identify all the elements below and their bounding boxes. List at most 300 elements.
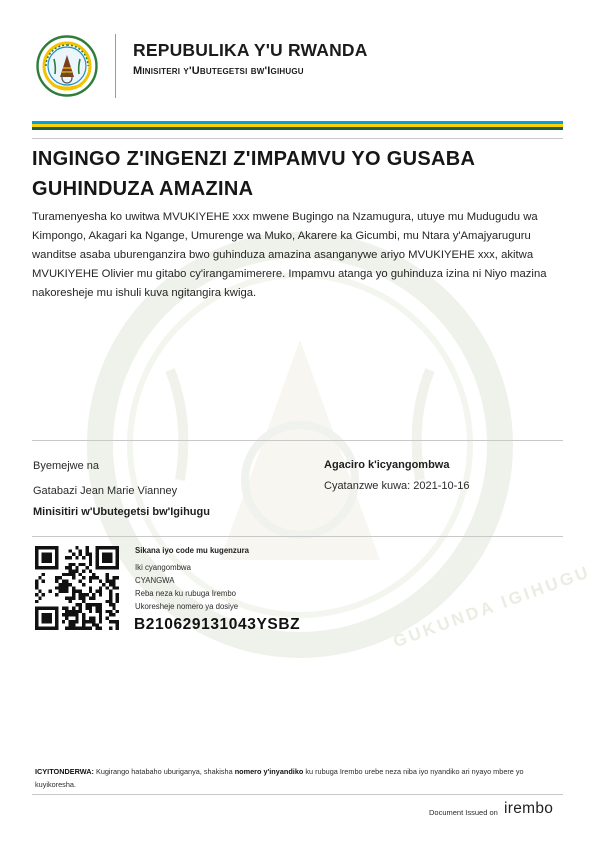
- qr-module: [42, 593, 45, 596]
- qr-module: [95, 627, 98, 630]
- qr-module: [116, 563, 119, 566]
- qr-module: [65, 610, 68, 613]
- qr-module: [85, 620, 88, 623]
- qr-module: [48, 553, 51, 556]
- qr-module: [65, 613, 68, 616]
- qr-module: [102, 566, 105, 569]
- qr-module: [45, 553, 48, 556]
- national-seal-icon: [36, 35, 98, 97]
- qr-module: [55, 586, 58, 589]
- qr-module: [72, 627, 75, 630]
- qr-module: [79, 596, 82, 599]
- signer-name: Gatabazi Jean Marie Vianney: [33, 485, 178, 497]
- qr-module: [48, 590, 51, 593]
- qr-module: [48, 620, 51, 623]
- qr-module: [55, 559, 58, 562]
- qr-module: [89, 553, 92, 556]
- qr-module: [79, 603, 82, 606]
- qr-module: [116, 627, 119, 630]
- qr-module: [65, 606, 68, 609]
- qr-module: [109, 593, 112, 596]
- verify-line-1: Iki cyangombwa: [135, 563, 191, 572]
- qr-module: [69, 549, 72, 552]
- qr-module: [72, 610, 75, 613]
- qr-module: [92, 603, 95, 606]
- qr-module: [38, 596, 41, 599]
- qr-module: [95, 603, 98, 606]
- qr-module: [89, 556, 92, 559]
- qr-module: [99, 617, 102, 620]
- qr-module: [85, 593, 88, 596]
- qr-module: [99, 590, 102, 593]
- qr-module: [106, 600, 109, 603]
- qr-module: [79, 563, 82, 566]
- qr-module: [42, 553, 45, 556]
- qr-module: [42, 573, 45, 576]
- qr-module: [95, 566, 98, 569]
- qr-module: [42, 559, 45, 562]
- qr-module: [65, 556, 68, 559]
- qr-module: [116, 559, 119, 562]
- qr-module: [99, 610, 102, 613]
- qr-module: [35, 600, 38, 603]
- qr-module: [45, 627, 48, 630]
- qr-module: [69, 596, 72, 599]
- qr-module: [79, 606, 82, 609]
- qr-module: [72, 613, 75, 616]
- qr-module: [42, 606, 45, 609]
- qr-module: [35, 593, 38, 596]
- qr-module: [65, 580, 68, 583]
- issued-on-label: Document Issued on: [429, 808, 498, 817]
- qr-module: [99, 627, 102, 630]
- qr-module: [79, 580, 82, 583]
- qr-module: [65, 627, 68, 630]
- qr-module: [79, 610, 82, 613]
- qr-module: [116, 549, 119, 552]
- qr-module: [35, 586, 38, 589]
- qr-module: [69, 610, 72, 613]
- qr-module: [72, 563, 75, 566]
- qr-module: [65, 596, 68, 599]
- divider-qr: [32, 536, 563, 537]
- qr-module: [99, 593, 102, 596]
- qr-module: [52, 606, 55, 609]
- qr-module: [109, 596, 112, 599]
- qr-module: [69, 627, 72, 630]
- qr-module: [116, 623, 119, 626]
- irembo-logo: irembo: [504, 800, 554, 817]
- qr-module: [92, 593, 95, 596]
- verify-line-3: Reba neza ku rubuga Irembo: [135, 589, 236, 598]
- qr-module: [42, 627, 45, 630]
- watermark-text: GUKUNDA IGIHUGU: [390, 562, 594, 652]
- qr-module: [72, 620, 75, 623]
- qr-module: [95, 590, 98, 593]
- document-title-line1: INGINGO Z'INGENZI Z'IMPAMVU YO GUSABA: [32, 148, 476, 170]
- qr-module: [102, 583, 105, 586]
- qr-module: [112, 603, 115, 606]
- qr-module: [106, 556, 109, 559]
- qr-module: [75, 566, 78, 569]
- qr-module: [85, 546, 88, 549]
- qr-module: [72, 576, 75, 579]
- qr-module: [65, 583, 68, 586]
- qr-module: [82, 570, 85, 573]
- qr-module: [99, 603, 102, 606]
- qr-module: [45, 620, 48, 623]
- qr-module: [82, 593, 85, 596]
- scan-hint: Sikana iyo code mu kugenzura: [135, 546, 249, 555]
- qr-module: [65, 573, 68, 576]
- qr-module: [106, 576, 109, 579]
- qr-module: [82, 623, 85, 626]
- qr-module: [55, 610, 58, 613]
- qr-module: [116, 556, 119, 559]
- qr-module: [95, 559, 98, 562]
- qr-module: [112, 606, 115, 609]
- qr-module: [79, 549, 82, 552]
- warning-notice: [35, 765, 560, 791]
- qr-module: [82, 617, 85, 620]
- qr-module: [79, 593, 82, 596]
- qr-module: [116, 566, 119, 569]
- qr-module: [62, 606, 65, 609]
- qr-module: [109, 553, 112, 556]
- qr-module: [38, 566, 41, 569]
- qr-module: [35, 553, 38, 556]
- qr-module: [102, 556, 105, 559]
- qr-module: [38, 576, 41, 579]
- header-divider: [115, 34, 116, 98]
- issue-date: Cyatanzwe kuwa: 2021-10-16: [324, 480, 470, 492]
- verify-line-4: Ukoresheje nomero ya dosiye: [135, 602, 239, 611]
- qr-module: [38, 546, 41, 549]
- qr-module: [106, 553, 109, 556]
- qr-module: [109, 580, 112, 583]
- qr-module: [69, 613, 72, 616]
- qr-code[interactable]: [35, 546, 119, 630]
- qr-module: [106, 580, 109, 583]
- qr-module: [72, 553, 75, 556]
- qr-module: [95, 576, 98, 579]
- qr-module: [48, 613, 51, 616]
- qr-module: [92, 620, 95, 623]
- qr-module: [72, 586, 75, 589]
- qr-module: [109, 546, 112, 549]
- qr-module: [109, 613, 112, 616]
- qr-module: [65, 590, 68, 593]
- qr-module: [89, 570, 92, 573]
- qr-module: [59, 576, 62, 579]
- qr-module: [112, 546, 115, 549]
- qr-module: [55, 549, 58, 552]
- qr-module: [62, 583, 65, 586]
- republic-title: REPUBULIKA Y'U RWANDA: [133, 40, 368, 60]
- qr-module: [42, 613, 45, 616]
- qr-module: [85, 566, 88, 569]
- qr-module: [106, 617, 109, 620]
- qr-module: [35, 549, 38, 552]
- qr-module: [102, 559, 105, 562]
- qr-module: [45, 617, 48, 620]
- verify-line-2: CYANGWA: [135, 576, 175, 585]
- qr-module: [92, 576, 95, 579]
- qr-module: [109, 583, 112, 586]
- qr-module: [55, 606, 58, 609]
- qr-module: [62, 586, 65, 589]
- qr-module: [72, 596, 75, 599]
- qr-module: [89, 620, 92, 623]
- divider-top: [32, 138, 563, 139]
- qr-module: [75, 620, 78, 623]
- qr-module: [89, 576, 92, 579]
- qr-module: [69, 570, 72, 573]
- qr-module: [82, 596, 85, 599]
- qr-module: [89, 627, 92, 630]
- qr-module: [89, 603, 92, 606]
- qr-module: [79, 627, 82, 630]
- qr-module: [112, 583, 115, 586]
- qr-module: [112, 613, 115, 616]
- qr-module: [106, 559, 109, 562]
- qr-module: [55, 546, 58, 549]
- qr-module: [99, 613, 102, 616]
- qr-module: [62, 590, 65, 593]
- qr-module: [55, 580, 58, 583]
- qr-module: [89, 610, 92, 613]
- qr-module: [99, 620, 102, 623]
- qr-module: [112, 576, 115, 579]
- qr-module: [72, 590, 75, 593]
- qr-module: [55, 627, 58, 630]
- qr-module: [62, 613, 65, 616]
- qr-module: [95, 610, 98, 613]
- qr-module: [55, 617, 58, 620]
- qr-module: [92, 596, 95, 599]
- ministry-name: Minisiteri y'Ubutegetsi bw'Igihugu: [133, 65, 304, 77]
- qr-module: [65, 586, 68, 589]
- qr-module: [109, 600, 112, 603]
- qr-module: [82, 583, 85, 586]
- qr-module: [82, 576, 85, 579]
- qr-module: [65, 566, 68, 569]
- qr-module: [109, 627, 112, 630]
- qr-module: [89, 617, 92, 620]
- qr-module: [106, 566, 109, 569]
- warning-label: ICYITONDERWA:: [35, 767, 94, 776]
- validity-label: Agaciro k'icyangombwa: [324, 459, 450, 471]
- warning-emphasis: nomero y'inyandiko: [234, 767, 304, 776]
- qr-module: [38, 590, 41, 593]
- qr-module: [82, 627, 85, 630]
- qr-module: [99, 546, 102, 549]
- qr-module: [85, 627, 88, 630]
- qr-module: [69, 620, 72, 623]
- qr-module: [59, 586, 62, 589]
- qr-module: [35, 563, 38, 566]
- qr-module: [52, 566, 55, 569]
- qr-module: [42, 546, 45, 549]
- qr-module: [62, 580, 65, 583]
- qr-module: [35, 566, 38, 569]
- qr-module: [42, 617, 45, 620]
- qr-module: [95, 546, 98, 549]
- qr-module: [59, 590, 62, 593]
- qr-module: [89, 606, 92, 609]
- qr-module: [55, 593, 58, 596]
- signer-title: Minisitiri w'Ubutegetsi bw'Igihugu: [33, 506, 210, 518]
- qr-module: [69, 623, 72, 626]
- qr-module: [69, 600, 72, 603]
- qr-module: [116, 610, 119, 613]
- qr-module: [69, 566, 72, 569]
- signed-by-label: Byemejwe na: [33, 460, 100, 472]
- qr-module: [48, 627, 51, 630]
- qr-module: [75, 570, 78, 573]
- qr-module: [109, 566, 112, 569]
- qr-module: [55, 623, 58, 626]
- document-title-line2: GUHINDUZA AMAZINA: [32, 178, 254, 200]
- qr-module: [106, 586, 109, 589]
- qr-module: [72, 593, 75, 596]
- qr-module: [82, 556, 85, 559]
- divider-signature: [32, 440, 563, 441]
- qr-module: [75, 627, 78, 630]
- qr-module: [35, 546, 38, 549]
- qr-module: [52, 546, 55, 549]
- qr-module: [116, 596, 119, 599]
- qr-module: [89, 586, 92, 589]
- qr-module: [42, 566, 45, 569]
- qr-module: [85, 553, 88, 556]
- qr-module: [102, 553, 105, 556]
- qr-module: [109, 610, 112, 613]
- qr-module: [35, 620, 38, 623]
- qr-module: [69, 556, 72, 559]
- qr-module: [85, 549, 88, 552]
- warning-text-2: ku rubuga Irembo urebe neza niba iyo nyandiko ari nyayo mbere yo kuyikoresha.: [35, 767, 524, 789]
- qr-module: [69, 583, 72, 586]
- qr-module: [109, 590, 112, 593]
- document-number: B210629131043YSBZ: [134, 616, 301, 633]
- qr-module: [35, 606, 38, 609]
- qr-module: [48, 559, 51, 562]
- qr-module: [116, 593, 119, 596]
- qr-module: [48, 556, 51, 559]
- qr-module: [99, 566, 102, 569]
- qr-module: [38, 606, 41, 609]
- qr-module: [35, 583, 38, 586]
- qr-module: [112, 620, 115, 623]
- qr-module: [35, 559, 38, 562]
- qr-module: [35, 580, 38, 583]
- qr-module: [112, 580, 115, 583]
- qr-module: [89, 559, 92, 562]
- qr-module: [102, 546, 105, 549]
- qr-module: [75, 610, 78, 613]
- qr-module: [79, 553, 82, 556]
- qr-module: [75, 603, 78, 606]
- qr-module: [55, 620, 58, 623]
- qr-module: [92, 617, 95, 620]
- qr-module: [116, 586, 119, 589]
- qr-module: [109, 556, 112, 559]
- qr-module: [45, 613, 48, 616]
- qr-module: [106, 546, 109, 549]
- document-title: [32, 144, 563, 204]
- qr-module: [45, 566, 48, 569]
- qr-module: [55, 553, 58, 556]
- qr-module: [82, 620, 85, 623]
- qr-module: [79, 573, 82, 576]
- qr-module: [75, 546, 78, 549]
- qr-module: [42, 556, 45, 559]
- qr-module: [99, 586, 102, 589]
- qr-module: [79, 590, 82, 593]
- qr-module: [48, 546, 51, 549]
- qr-module: [82, 613, 85, 616]
- qr-module: [85, 606, 88, 609]
- qr-module: [82, 600, 85, 603]
- qr-module: [95, 553, 98, 556]
- qr-module: [35, 613, 38, 616]
- qr-module: [95, 556, 98, 559]
- qr-module: [95, 549, 98, 552]
- qr-module: [109, 603, 112, 606]
- qr-module: [89, 590, 92, 593]
- qr-module: [92, 623, 95, 626]
- qr-module: [72, 606, 75, 609]
- qr-module: [42, 620, 45, 623]
- qr-module: [112, 586, 115, 589]
- qr-module: [69, 563, 72, 566]
- qr-module: [45, 556, 48, 559]
- qr-module: [55, 556, 58, 559]
- qr-module: [89, 563, 92, 566]
- qr-module: [52, 627, 55, 630]
- qr-module: [42, 580, 45, 583]
- qr-module: [99, 606, 102, 609]
- qr-module: [55, 613, 58, 616]
- qr-module: [35, 617, 38, 620]
- qr-module: [85, 603, 88, 606]
- qr-module: [72, 573, 75, 576]
- qr-module: [116, 576, 119, 579]
- qr-module: [112, 566, 115, 569]
- qr-module: [55, 566, 58, 569]
- qr-module: [95, 623, 98, 626]
- qr-module: [35, 556, 38, 559]
- qr-module: [89, 580, 92, 583]
- qr-module: [45, 606, 48, 609]
- warning-text-1: Kugirango hatabaho uburiganya, shakisha: [93, 767, 235, 776]
- qr-module: [72, 623, 75, 626]
- qr-module: [35, 627, 38, 630]
- qr-module: [62, 573, 65, 576]
- qr-module: [72, 570, 75, 573]
- qr-module: [55, 563, 58, 566]
- qr-module: [75, 613, 78, 616]
- qr-module: [45, 546, 48, 549]
- qr-module: [38, 627, 41, 630]
- qr-module: [109, 620, 112, 623]
- qr-module: [65, 617, 68, 620]
- qr-module: [45, 559, 48, 562]
- qr-module: [89, 596, 92, 599]
- flag-stripe-green: [32, 127, 563, 130]
- qr-module: [116, 600, 119, 603]
